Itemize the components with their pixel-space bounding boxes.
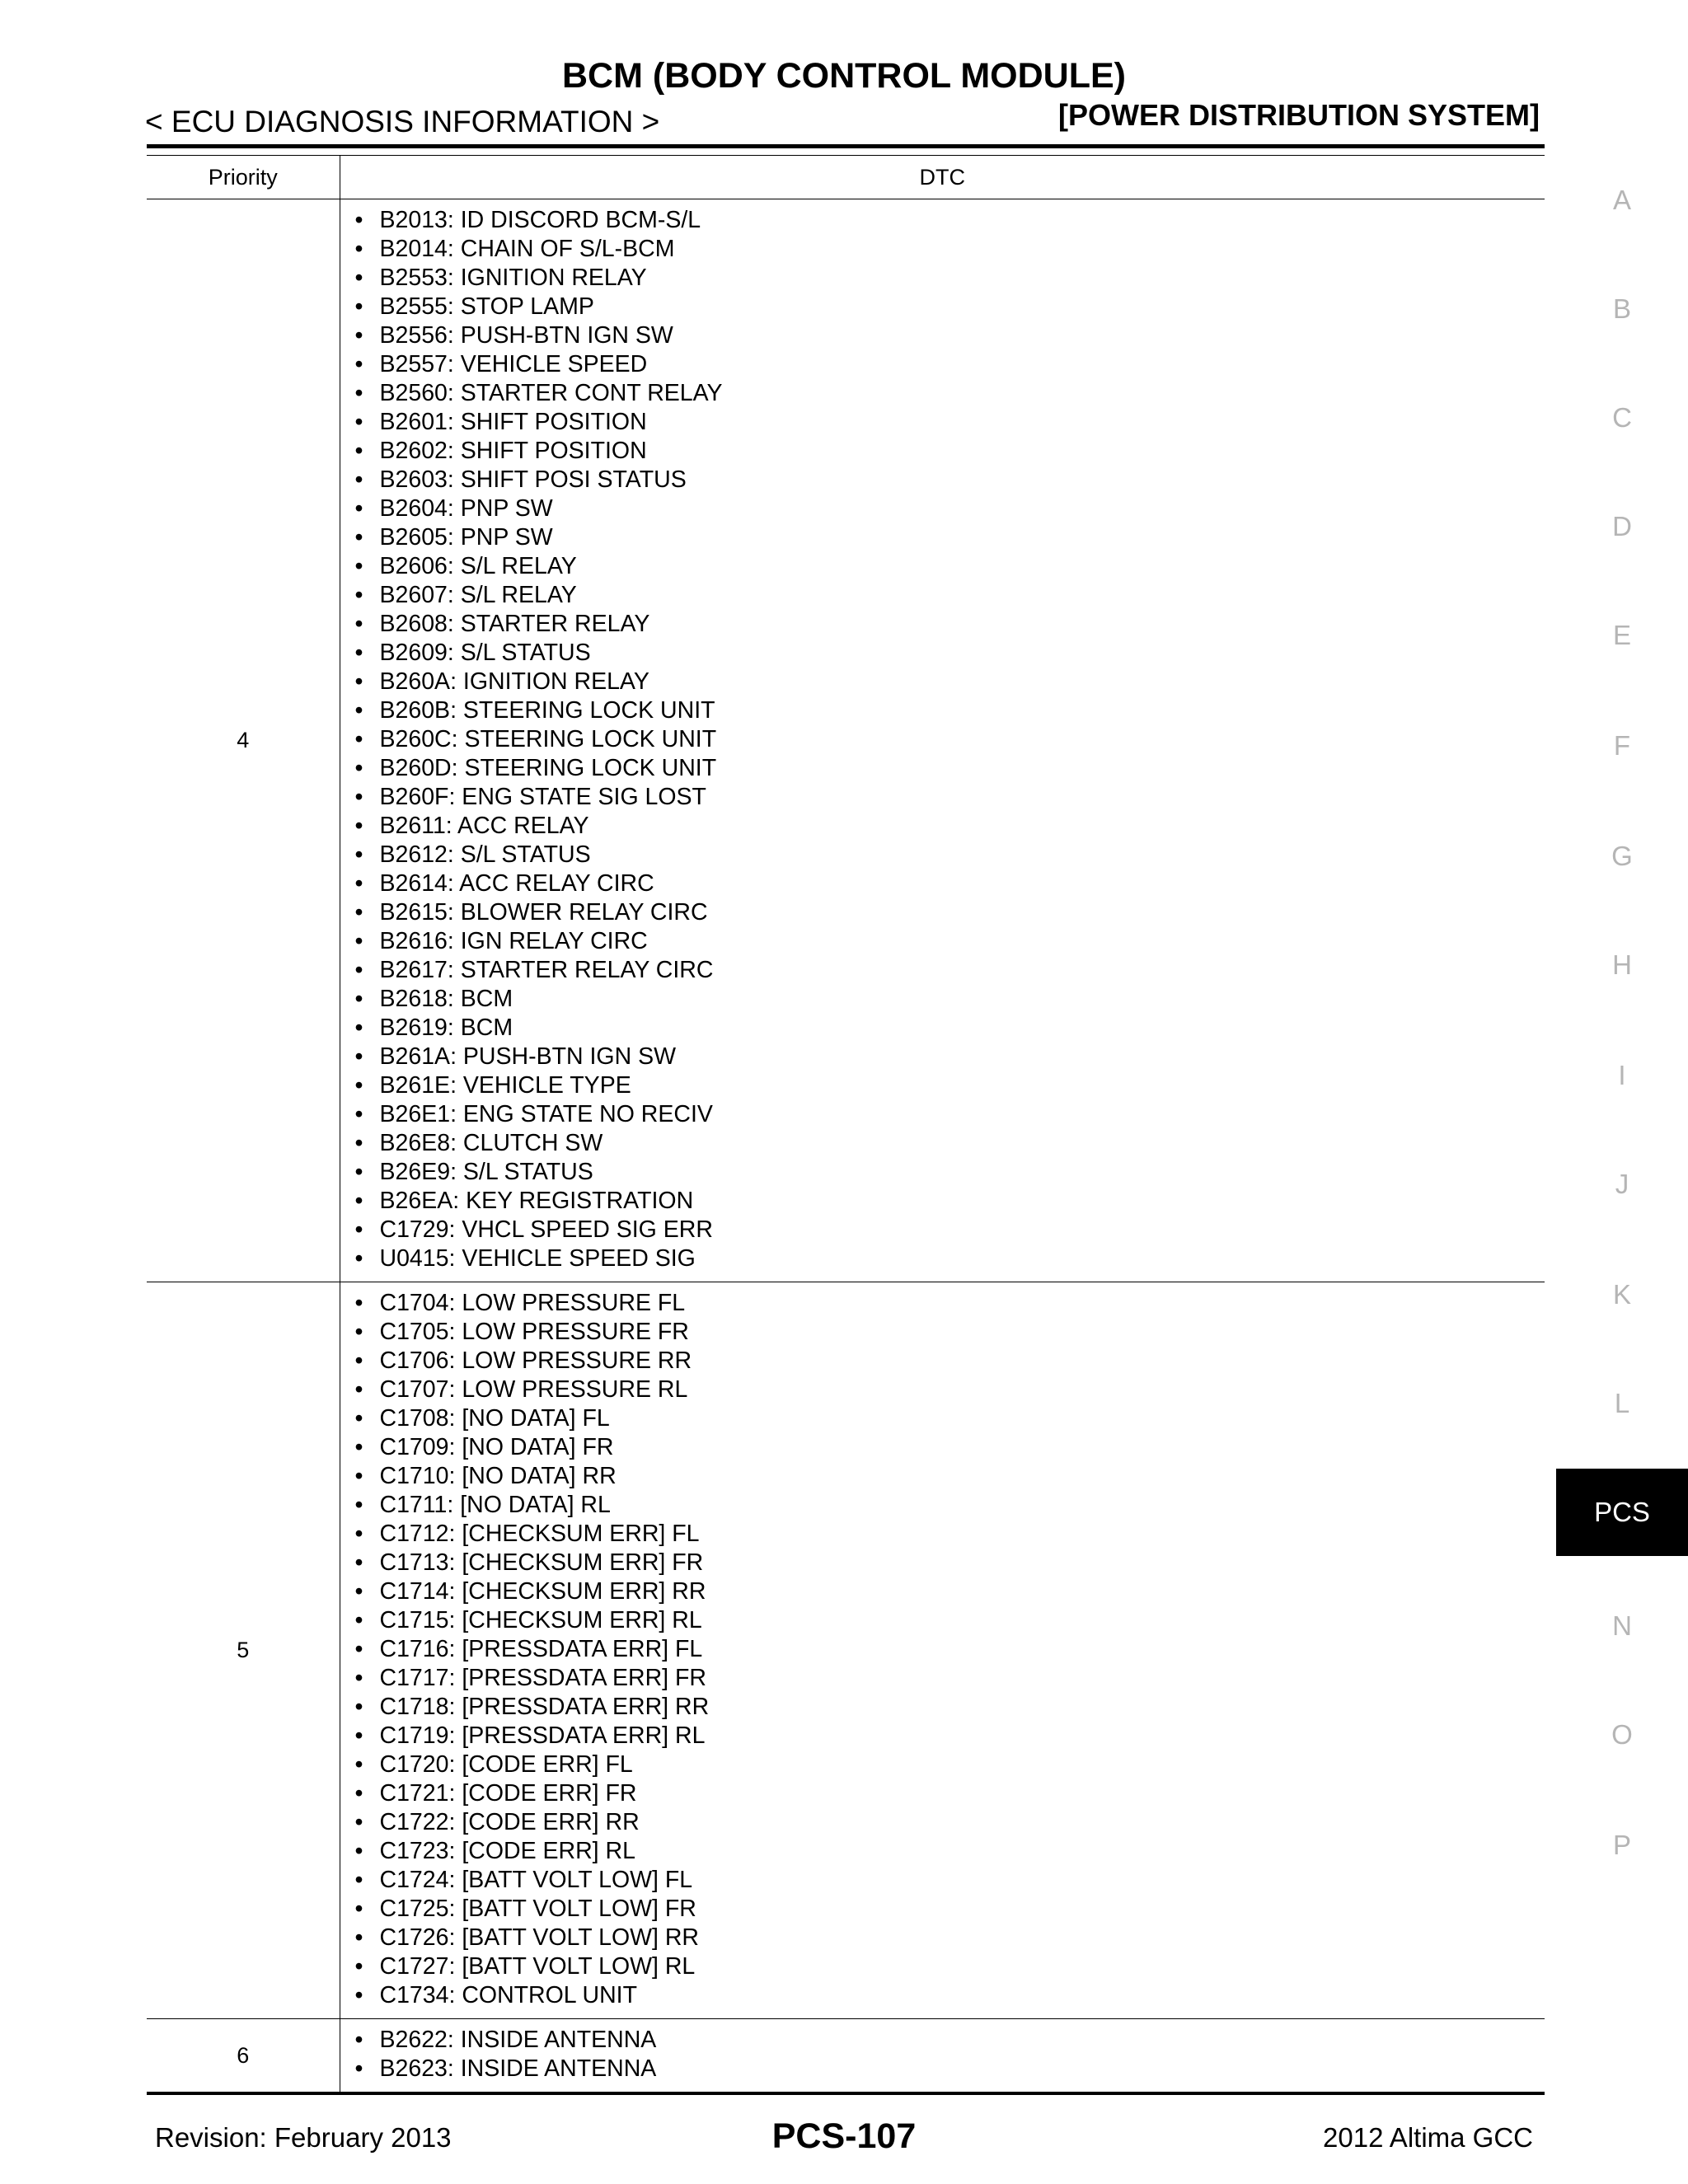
revision-label: Revision: February 2013 (155, 2122, 452, 2153)
dtc-item: • C1711: [NO DATA] RL (340, 1491, 1545, 1520)
dtc-item: • B2555: STOP LAMP (340, 293, 1545, 321)
dtc-item: • C1726: [BATT VOLT LOW] RR (340, 1924, 1545, 1952)
table-row (147, 2019, 1545, 2094)
column-header-dtc: DTC (340, 156, 1545, 199)
dtc-item: • B26E1: ENG STATE NO RECIV (340, 1100, 1545, 1129)
dtc-item: • B2614: ACC RELAY CIRC (340, 869, 1545, 898)
dtc-item: • C1720: [CODE ERR] FL (340, 1750, 1545, 1779)
dtc-item: • B2609: S/L STATUS (340, 639, 1545, 668)
column-header-priority: Priority (147, 156, 340, 199)
dtc-item: • B2617: STARTER RELAY CIRC (340, 956, 1545, 985)
dtc-item: • B2014: CHAIN OF S/L-BCM (340, 235, 1545, 264)
index-tab-h[interactable]: H (1612, 949, 1632, 980)
dtc-item: • B2618: BCM (340, 985, 1545, 1014)
dtc-item: • B261E: VEHICLE TYPE (340, 1071, 1545, 1100)
index-tab-pcs[interactable]: PCS (1556, 1469, 1688, 1556)
dtc-item: • C1712: [CHECKSUM ERR] FL (340, 1520, 1545, 1549)
dtc-item: • C1718: [PRESSDATA ERR] RR (340, 1693, 1545, 1722)
dtc-item: • B2603: SHIFT POSI STATUS (340, 466, 1545, 494)
table-row (147, 199, 1545, 1282)
table-row (147, 1282, 1545, 2019)
dtc-item: • B2604: PNP SW (340, 494, 1545, 523)
dtc-item: • B2608: STARTER RELAY (340, 610, 1545, 639)
dtc-item: • B260A: IGNITION RELAY (340, 668, 1545, 696)
index-tab-n[interactable]: N (1612, 1610, 1632, 1641)
index-tab-f[interactable]: F (1613, 730, 1631, 761)
dtc-item: • C1725: [BATT VOLT LOW] FR (340, 1895, 1545, 1924)
dtc-cell (340, 199, 1545, 1282)
dtc-item: • C1716: [PRESSDATA ERR] FL (340, 1635, 1545, 1664)
vehicle-model: 2012 Altima GCC (1323, 2122, 1533, 2153)
dtc-item: • C1706: LOW PRESSURE RR (340, 1347, 1545, 1376)
section-heading: < ECU DIAGNOSIS INFORMATION > (145, 105, 660, 138)
dtc-item: • C1710: [NO DATA] RR (340, 1462, 1545, 1491)
dtc-priority-table (147, 156, 1545, 2095)
dtc-item: • B260D: STEERING LOCK UNIT (340, 754, 1545, 783)
index-tab-e[interactable]: E (1612, 620, 1631, 650)
dtc-item: • B261A: PUSH-BTN IGN SW (340, 1043, 1545, 1071)
dtc-item: • B2602: SHIFT POSITION (340, 437, 1545, 466)
dtc-item: • B2557: VEHICLE SPEED (340, 350, 1545, 379)
index-tab-a[interactable]: A (1612, 185, 1631, 215)
dtc-item: • B2616: IGN RELAY CIRC (340, 927, 1545, 956)
dtc-item: • C1705: LOW PRESSURE FR (340, 1318, 1545, 1347)
dtc-item: • B2619: BCM (340, 1014, 1545, 1043)
dtc-item: • C1707: LOW PRESSURE RL (340, 1376, 1545, 1404)
index-tab-d[interactable]: D (1612, 511, 1632, 541)
index-tab-o[interactable]: O (1611, 1719, 1633, 1750)
index-tab-b[interactable]: B (1612, 293, 1631, 324)
table-header-row (147, 156, 1545, 199)
dtc-list (340, 199, 1545, 1282)
dtc-item: • B260B: STEERING LOCK UNIT (340, 696, 1545, 725)
page-title: BCM (BODY CONTROL MODULE) (562, 56, 1126, 96)
dtc-item: • C1708: [NO DATA] FL (340, 1404, 1545, 1433)
dtc-item: • B260F: ENG STATE SIG LOST (340, 783, 1545, 812)
dtc-item: • C1724: [BATT VOLT LOW] FL (340, 1866, 1545, 1895)
dtc-item: • C1717: [PRESSDATA ERR] FR (340, 1664, 1545, 1693)
dtc-list (340, 2019, 1545, 2092)
dtc-item: • C1727: [BATT VOLT LOW] RL (340, 1952, 1545, 1981)
dtc-item: • B26E8: CLUTCH SW (340, 1129, 1545, 1158)
table-body (147, 199, 1545, 2094)
dtc-item: • C1721: [CODE ERR] FR (340, 1779, 1545, 1808)
section-index-tabs (1556, 0, 1688, 2184)
dtc-item: • B2013: ID DISCORD BCM-S/L (340, 206, 1545, 235)
priority-cell: 5 (147, 1282, 340, 2019)
dtc-item: • B2601: SHIFT POSITION (340, 408, 1545, 437)
dtc-item: • B2606: S/L RELAY (340, 552, 1545, 581)
dtc-item: • B2612: S/L STATUS (340, 841, 1545, 869)
index-tab-j[interactable]: J (1615, 1169, 1629, 1199)
dtc-cell (340, 2019, 1545, 2094)
dtc-item: • C1715: [CHECKSUM ERR] RL (340, 1606, 1545, 1635)
dtc-item: • B26EA: KEY REGISTRATION (340, 1187, 1545, 1216)
dtc-item: • B2607: S/L RELAY (340, 581, 1545, 610)
dtc-item: • B2611: ACC RELAY (340, 812, 1545, 841)
dtc-item: • B2615: BLOWER RELAY CIRC (340, 898, 1545, 927)
dtc-item: • B2560: STARTER CONT RELAY (340, 379, 1545, 408)
header-rule (147, 144, 1545, 148)
dtc-item: • B2623: INSIDE ANTENNA (340, 2055, 1545, 2083)
index-tab-c[interactable]: C (1612, 402, 1632, 433)
dtc-item: • B26E9: S/L STATUS (340, 1158, 1545, 1187)
index-tab-l[interactable]: L (1614, 1388, 1630, 1418)
dtc-item: • C1713: [CHECKSUM ERR] FR (340, 1549, 1545, 1577)
dtc-item: • B2556: PUSH-BTN IGN SW (340, 321, 1545, 350)
index-tab-p[interactable]: P (1612, 1830, 1631, 1860)
dtc-item: • B2553: IGNITION RELAY (340, 264, 1545, 293)
index-tab-g[interactable]: G (1611, 841, 1633, 871)
dtc-item: • C1729: VHCL SPEED SIG ERR (340, 1216, 1545, 1244)
page-number: PCS-107 (771, 2116, 917, 2156)
priority-cell: 4 (147, 199, 340, 1282)
dtc-item: • B2605: PNP SW (340, 523, 1545, 552)
index-tab-i[interactable]: I (1618, 1060, 1626, 1090)
dtc-item: • B260C: STEERING LOCK UNIT (340, 725, 1545, 754)
dtc-item: • C1734: CONTROL UNIT (340, 1981, 1545, 2010)
dtc-item: • C1709: [NO DATA] FR (340, 1433, 1545, 1462)
dtc-item: • U0415: VEHICLE SPEED SIG (340, 1244, 1545, 1273)
dtc-item: • B2622: INSIDE ANTENNA (340, 2026, 1545, 2055)
priority-cell: 6 (147, 2019, 340, 2094)
dtc-item: • C1719: [PRESSDATA ERR] RL (340, 1722, 1545, 1750)
dtc-item: • C1704: LOW PRESSURE FL (340, 1289, 1545, 1318)
dtc-item: • C1722: [CODE ERR] RR (340, 1808, 1545, 1837)
dtc-item: • C1714: [CHECKSUM ERR] RR (340, 1577, 1545, 1606)
system-heading: [POWER DISTRIBUTION SYSTEM] (1058, 98, 1540, 132)
dtc-item: • C1723: [CODE ERR] RL (340, 1837, 1545, 1866)
index-tab-k[interactable]: K (1612, 1279, 1631, 1310)
dtc-cell (340, 1282, 1545, 2019)
dtc-list (340, 1282, 1545, 2018)
